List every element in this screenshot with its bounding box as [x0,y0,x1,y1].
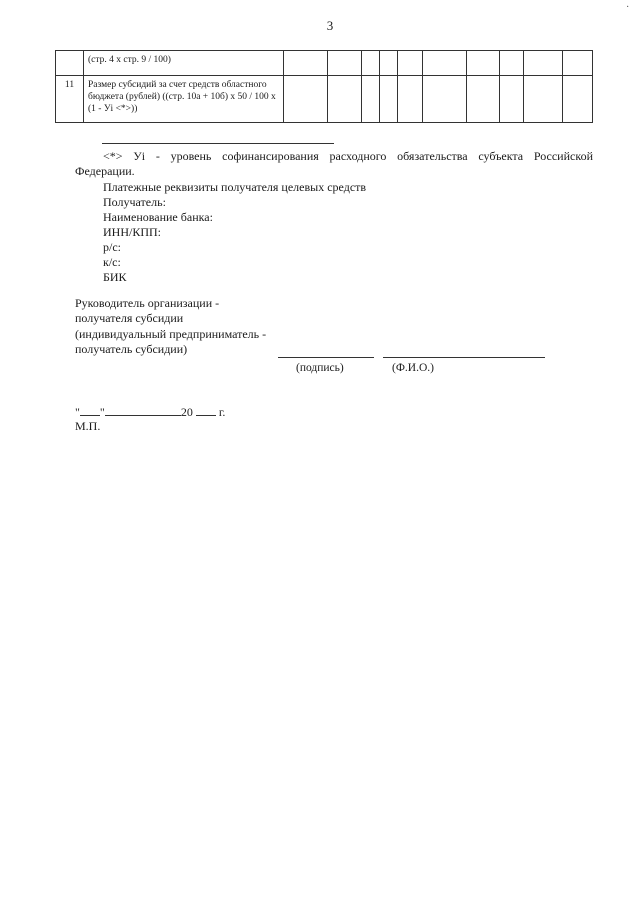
table-row [56,51,593,76]
signature-caption: (подпись) [296,362,344,374]
year-blank [196,404,216,416]
date-quote-open: " [75,405,80,419]
table-cell [398,51,423,76]
day-blank [80,404,100,416]
row-number [56,51,84,76]
table-cell [500,51,524,76]
table-cell [467,76,500,123]
signatory-line-1: Руководитель организации - [75,296,220,310]
table-cell [380,51,398,76]
requisites-title: Платежные реквизиты получателя целевых средств [103,180,367,194]
correspondent-account-label: к/с: [103,255,121,269]
table-cell [328,76,362,123]
corner-mark: · [626,2,630,13]
table-row [56,76,593,123]
row-number: 11 [56,76,84,123]
table-cell [524,76,563,123]
date-line [75,404,225,419]
table-cell [524,51,563,76]
settlement-account-label: р/с: [103,240,121,254]
row-description: Размер субсидий за счет средств областного бюджета (рублей) ((стр. 10а + 10б) x 50 / 100 x (1 - Уi <*>)) [84,76,284,123]
month-blank [105,404,181,416]
table-cell [362,76,380,123]
table-cell [398,76,423,123]
page-number: 3 [326,18,334,33]
table-cell [423,51,467,76]
table-cell [500,76,524,123]
inn-kpp-label: ИНН/КПП: [103,225,162,239]
full-name-caption: (Ф.И.О.) [392,362,434,374]
footnote: <*> Уi - уровень софинансирования расходного обязательства субъекта Российской Федерации. [75,149,593,178]
bik-label: БИК [103,270,127,284]
table-cell [284,76,328,123]
table-cell [467,51,500,76]
subsidy-table [55,50,593,123]
table-cell [284,51,328,76]
signature-line [278,357,374,358]
table-cell [563,76,593,123]
year-prefix: 20 [180,405,193,419]
footnote-divider [102,143,334,144]
table-cell [328,51,362,76]
table-cell [423,76,467,123]
signatory-line-2: получателя субсидии [75,311,184,325]
stamp-placeholder: М.П. [75,419,101,433]
date-quote-close: " [99,405,105,419]
signatory-line-3: (индивидуальный предприниматель - [75,327,267,341]
table-cell [563,51,593,76]
year-suffix: г. [218,405,226,419]
full-name-line [383,357,545,358]
bank-name-label: Наименование банка: [103,210,213,224]
row-description: (стр. 4 x стр. 9 / 100) [84,51,284,76]
table-cell [380,76,398,123]
signatory-line-4: получатель субсидии) [75,342,188,356]
recipient-label: Получатель: [103,195,166,209]
table-cell [362,51,380,76]
